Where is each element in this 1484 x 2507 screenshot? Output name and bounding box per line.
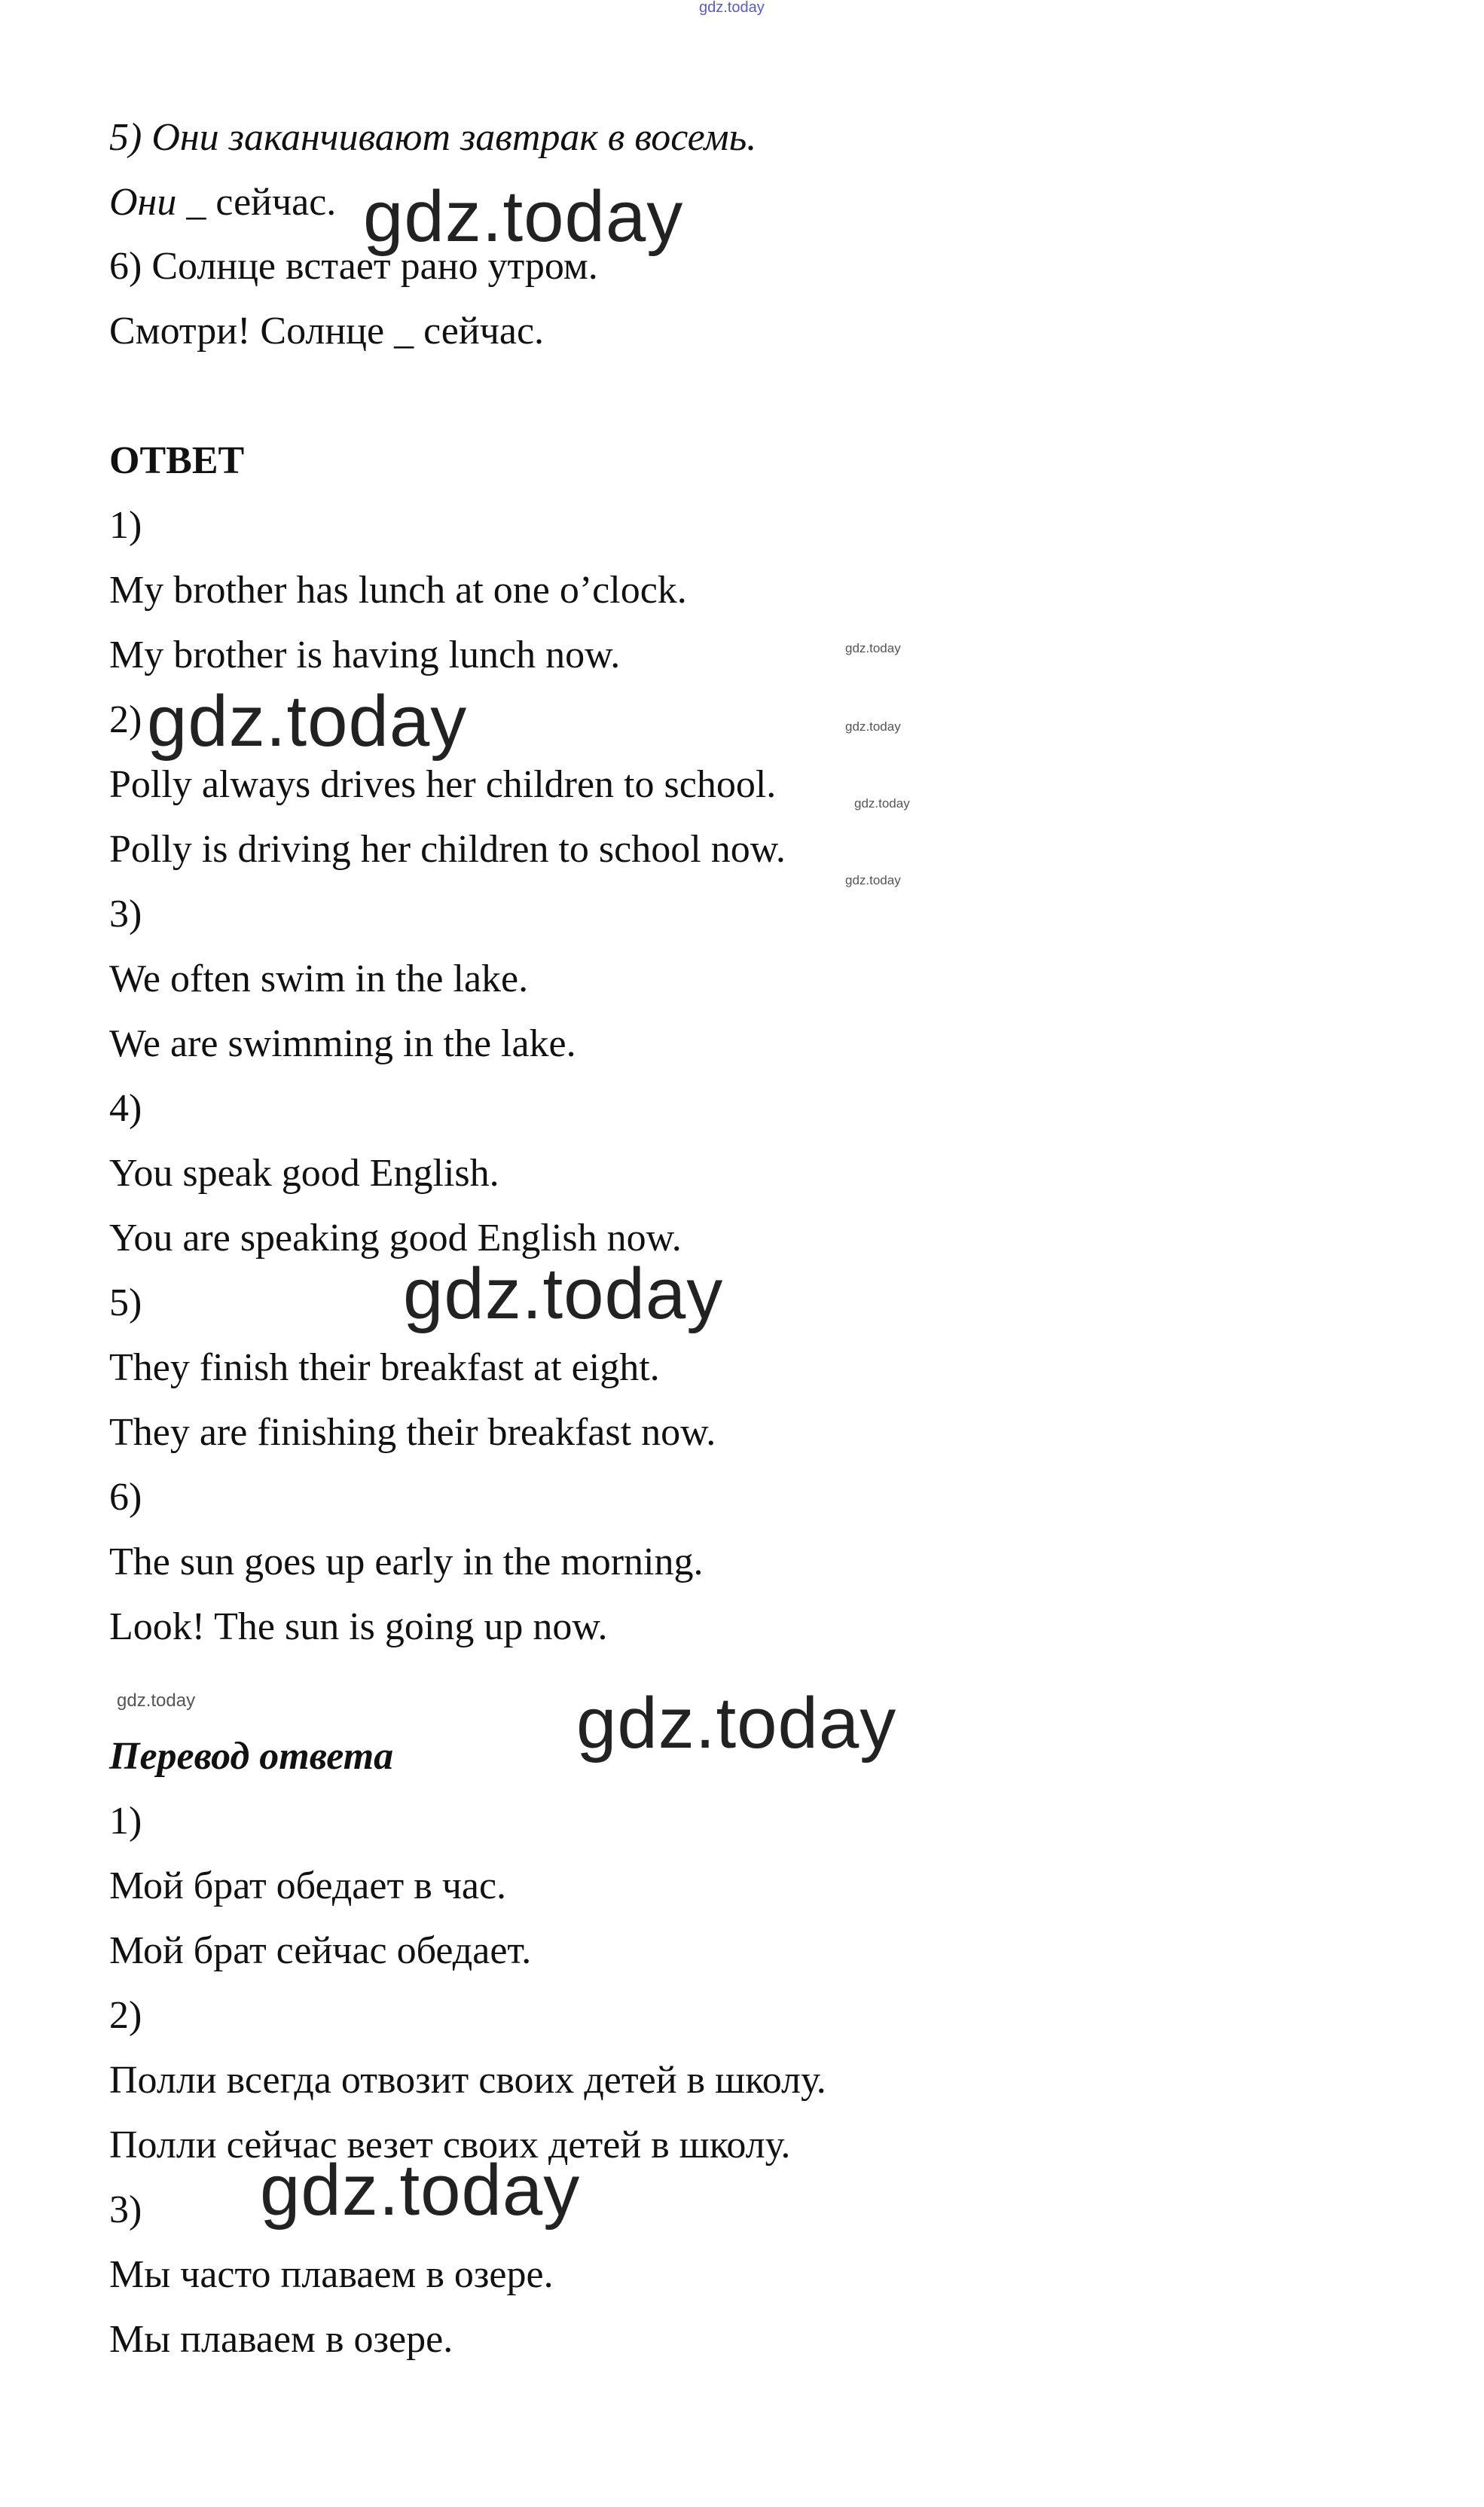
exercise-line-2-rest: сейчас. bbox=[206, 181, 337, 224]
watermark-big-1: gdz.today bbox=[363, 176, 684, 257]
translation-item-3-num: 3) bbox=[109, 2188, 142, 2231]
answer-item-2-num: 2) bbox=[109, 698, 142, 741]
translation-item-3-present: Мы часто плаваем в озере. bbox=[109, 2253, 554, 2296]
answer-item-6-continuous: Look! The sun is going up now. bbox=[109, 1605, 608, 1648]
watermark-small-5: gdz.today bbox=[117, 1690, 196, 1711]
watermark-big-4: gdz.today bbox=[576, 1683, 897, 1763]
translation-item-3-continuous: Мы плаваем в озере. bbox=[109, 2318, 453, 2361]
answer-item-4-num: 4) bbox=[109, 1087, 142, 1130]
answer-item-3-present: We often swim in the lake. bbox=[109, 957, 529, 1000]
answer-item-1-num: 1) bbox=[109, 504, 142, 547]
answer-item-3-num: 3) bbox=[109, 893, 142, 936]
watermark-big-5: gdz.today bbox=[260, 2150, 581, 2231]
answer-item-6-present: The sun goes up early in the morning. bbox=[109, 1541, 704, 1583]
answer-item-4-present: You speak good English. bbox=[109, 1152, 499, 1195]
translation-item-2-present: Полли всегда отвозит своих детей в школу. bbox=[109, 2059, 826, 2102]
answer-item-1-continuous: My brother is having lunch now. bbox=[109, 634, 621, 676]
watermark-big-2: gdz.today bbox=[147, 681, 468, 762]
answer-item-2-continuous: Polly is driving her children to school now. bbox=[109, 828, 786, 871]
answer-item-1-present: My brother has lunch at one o’clock. bbox=[109, 569, 687, 612]
watermark-small-1: gdz.today bbox=[845, 641, 901, 655]
answer-item-5-num: 5) bbox=[109, 1281, 142, 1324]
translation-item-2-num: 2) bbox=[109, 1994, 142, 2037]
translation-item-2-continuous: Полли сейчас везет своих детей в школу. bbox=[109, 2124, 791, 2167]
watermark-top: gdz.today bbox=[699, 0, 765, 16]
watermark-small-4: gdz.today bbox=[845, 873, 901, 887]
watermark-small-2: gdz.today bbox=[845, 719, 901, 734]
translation-heading: Перевод ответа bbox=[109, 1735, 394, 1778]
answer-item-5-continuous: They are finishing their breakfast now. bbox=[109, 1411, 716, 1454]
exercise-line-2 bbox=[109, 183, 336, 222]
exercise-line-4: Смотри! Солнце _ сейчас. bbox=[109, 310, 545, 353]
answer-item-3-continuous: We are swimming in the lake. bbox=[109, 1022, 576, 1065]
translation-item-1-num: 1) bbox=[109, 1800, 142, 1843]
watermark-small-3: gdz.today bbox=[854, 796, 910, 811]
answer-item-6-num: 6) bbox=[109, 1476, 142, 1519]
exercise-line-1: 5) Они заканчивают завтрак в восемь. bbox=[109, 116, 757, 159]
answer-heading: ОТВЕТ bbox=[109, 439, 245, 482]
exercise-line-3: 6) Солнце встает рано утром. bbox=[109, 245, 598, 288]
answer-item-4-continuous: You are speaking good English now. bbox=[109, 1217, 682, 1260]
answer-item-5-present: They finish their breakfast at eight. bbox=[109, 1346, 660, 1389]
watermark-big-3: gdz.today bbox=[403, 1254, 724, 1334]
exercise-line-2-prefix: Они _ bbox=[109, 181, 206, 224]
translation-item-1-present: Мой брат обедает в час. bbox=[109, 1864, 507, 1907]
translation-item-1-continuous: Мой брат сейчас обедает. bbox=[109, 1929, 532, 1972]
answer-item-2-present: Polly always drives her children to school. bbox=[109, 763, 777, 806]
